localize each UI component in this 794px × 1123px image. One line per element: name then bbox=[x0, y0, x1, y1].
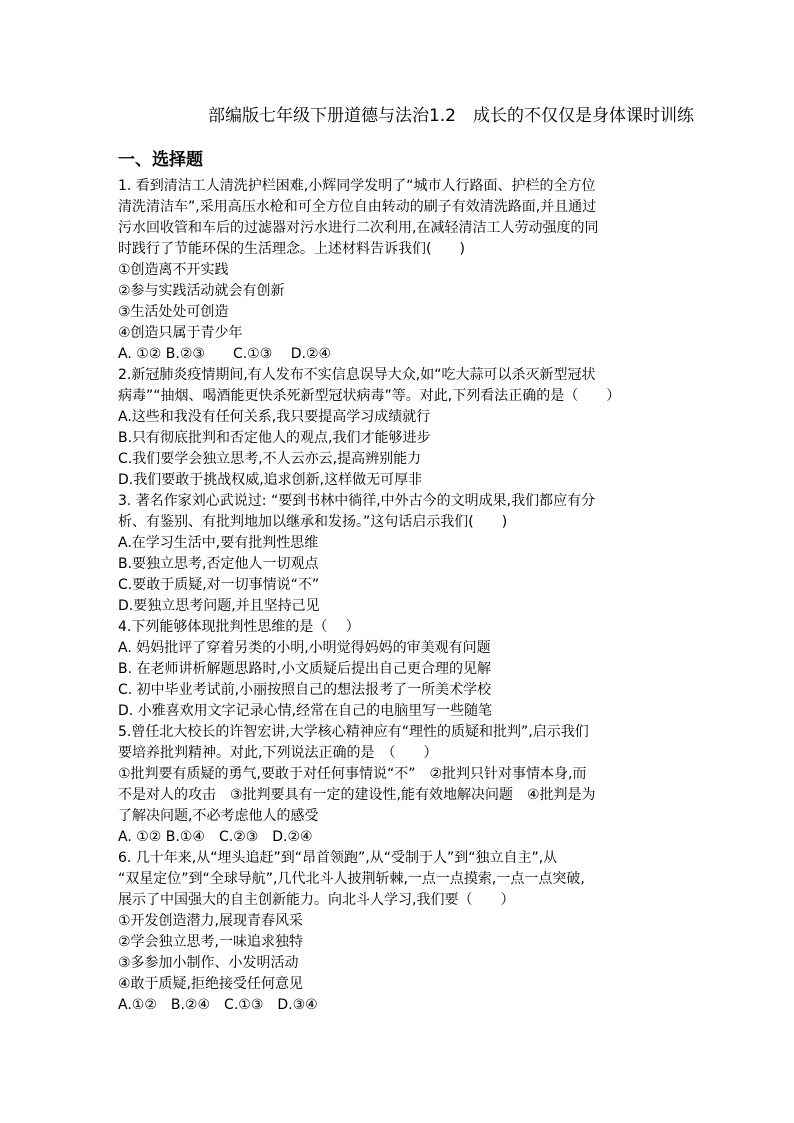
text-line: D.我们要敢于挑战权威,追求创新,这样做无可厚非 bbox=[118, 472, 423, 488]
text-line: “双星定位”到“全球导航”,几代北斗人披荆斩棘,一点一点摸索,一点一点突破, bbox=[118, 871, 585, 887]
text-line: ②参与实践活动就会有创新 bbox=[118, 283, 285, 299]
text-line: 清洗清洁车”,采用高压水枪和可全方位自由转动的刷子有效清洗路面,并且通过 bbox=[118, 199, 597, 215]
document-page bbox=[118, 104, 694, 1016]
text-line: A. ①② B.①④ C.②③ D.②④ bbox=[118, 829, 313, 845]
text-line: 污水回收管和车后的过滤器对污水进行二次利用,在减轻清洁工人劳动强度的同 bbox=[118, 220, 599, 236]
section-heading: 一、选择题 bbox=[118, 150, 203, 170]
text-line: 析、有鉴别、有批判地加以继承和发扬。”这句话启示我们( ) bbox=[118, 514, 508, 530]
text-line: 6. 几十年来,从“埋头追赶”到“昂首领跑”,从“受制于人”到“独立自主”,从 bbox=[118, 850, 558, 866]
text-line: 1. 看到清洁工人清洗护栏困难,小辉同学发明了“城市人行路面、护栏的全方位 bbox=[118, 178, 596, 194]
text-line: 要培养批判精神。对此,下列说法正确的是 （ ） bbox=[118, 745, 438, 761]
text-line: 3. 著名作家刘心武说过: “要到书林中徜徉,中外古今的文明成果,我们都应有分 bbox=[118, 493, 596, 509]
text-line: B. 在老师讲析解题思路时,小文质疑后提出自己更合理的见解 bbox=[118, 661, 491, 677]
text-line: C. 初中毕业考试前,小丽按照自己的想法报考了一所美术学校 bbox=[118, 682, 492, 698]
text-line: ④敢于质疑,拒绝接受任何意见 bbox=[118, 976, 304, 992]
text-line: 时践行了节能环保的生活理念。上述材料告诉我们( ) bbox=[118, 241, 465, 257]
text-line: C.我们要学会独立思考,不人云亦云,提高辨别能力 bbox=[118, 451, 422, 467]
text-line: 展示了中国强大的自主创新能力。向北斗人学习,我们要（ ） bbox=[118, 892, 515, 908]
text-line: ④创造只属于青少年 bbox=[118, 325, 243, 341]
text-line: A. 妈妈批评了穿着另类的小明,小明觉得妈妈的审美观有问题 bbox=[118, 640, 491, 656]
document-title: 部编版七年级下册道德与法治1.2 成长的不仅仅是身体课时训练 bbox=[207, 106, 694, 126]
text-line: D. 小雅喜欢用文字记录心情,经常在自己的电脑里写一些随笔 bbox=[118, 703, 493, 719]
text-line: A.在学习生活中,要有批判性思维 bbox=[118, 535, 319, 551]
text-line: D.要独立思考问题,并且坚持己见 bbox=[118, 598, 320, 614]
text-line: A.①② B.②④ C.①③ D.③④ bbox=[118, 997, 318, 1013]
text-line: ①开发创造潜力,展现青春风采 bbox=[118, 913, 304, 929]
question-list bbox=[118, 176, 678, 1016]
text-line: A.这些和我没有任何关系,我只要提高学习成绩就行 bbox=[118, 409, 431, 425]
text-line: 5.曾任北大校长的许智宏讲,大学核心精神应有“理性的质疑和批判”,启示我们 bbox=[118, 724, 589, 740]
text-line: 了解决问题,不必考虑他人的感受 bbox=[118, 808, 319, 824]
text-line: 2.新冠肺炎疫情期间,有人发布不实信息误导大众,如“吃大蒜可以杀灭新型冠状 bbox=[118, 367, 596, 383]
text-line: ①批判要有质疑的勇气,要敢于对任何事情说“不” ②批判只针对事情本身,而 bbox=[118, 766, 587, 782]
text-line: C.要敢于质疑,对一切事情说“不” bbox=[118, 577, 320, 593]
text-line: ②学会独立思考,一味追求独特 bbox=[118, 934, 304, 950]
text-line: ①创造离不开实践 bbox=[118, 262, 229, 278]
text-line: A. ①② B.②③ C.①③ D.②④ bbox=[118, 346, 332, 362]
text-line: ③生活处处可创造 bbox=[118, 304, 229, 320]
text-line: B.只有彻底批判和否定他人的观点,我们才能够进步 bbox=[118, 430, 431, 446]
text-line: B.要独立思考,否定他人一切观点 bbox=[118, 556, 319, 572]
text-line: ③多参加小制作、小发明活动 bbox=[118, 955, 299, 971]
text-line: 4.下列能够体现批判性思维的是（ ） bbox=[118, 619, 360, 635]
text-line: 病毒”“抽烟、喝酒能更快杀死新型冠状病毒”等。对此,下列看法正确的是（ ） bbox=[118, 388, 621, 404]
text-line: 不是对人的攻击 ③批判要具有一定的建设性,能有效地解决问题 ④批判是为 bbox=[118, 787, 596, 803]
